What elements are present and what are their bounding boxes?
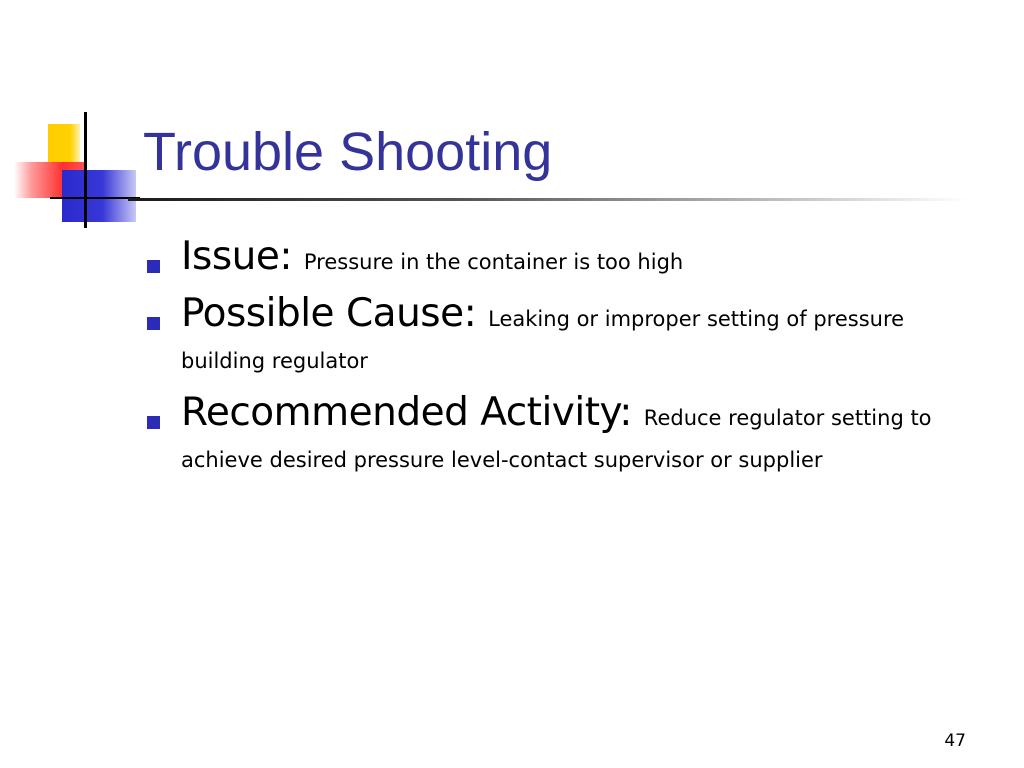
bullet-label: Recommended Activity: bbox=[181, 390, 644, 435]
bullet-item-possible-cause bbox=[147, 293, 992, 384]
bullet-text: Leaking or improper setting of pressure building regulator bbox=[181, 307, 905, 373]
bullet-text: Reduce regulator setting to achieve desired pressure level-contact supervisor or supplier bbox=[181, 406, 932, 472]
square-bullet-icon bbox=[147, 416, 160, 429]
horizontal-line-decoration bbox=[50, 197, 140, 199]
bullet-label: Possible Cause: bbox=[181, 291, 489, 336]
vertical-line-decoration bbox=[84, 112, 87, 228]
page-number: 47 bbox=[944, 731, 966, 751]
slide-title: Trouble Shooting bbox=[143, 122, 553, 182]
square-bullet-icon bbox=[147, 317, 160, 330]
title-underline-rule bbox=[128, 198, 968, 201]
bullet-label: Issue: bbox=[181, 234, 304, 279]
bullet-text: Pressure in the container is too high bbox=[303, 250, 684, 274]
bullet-item-recommended-activity bbox=[147, 392, 992, 483]
blue-square-decoration bbox=[62, 170, 136, 222]
square-bullet-icon bbox=[147, 260, 160, 273]
bullet-list bbox=[147, 236, 992, 491]
bullet-item-issue bbox=[147, 236, 992, 285]
